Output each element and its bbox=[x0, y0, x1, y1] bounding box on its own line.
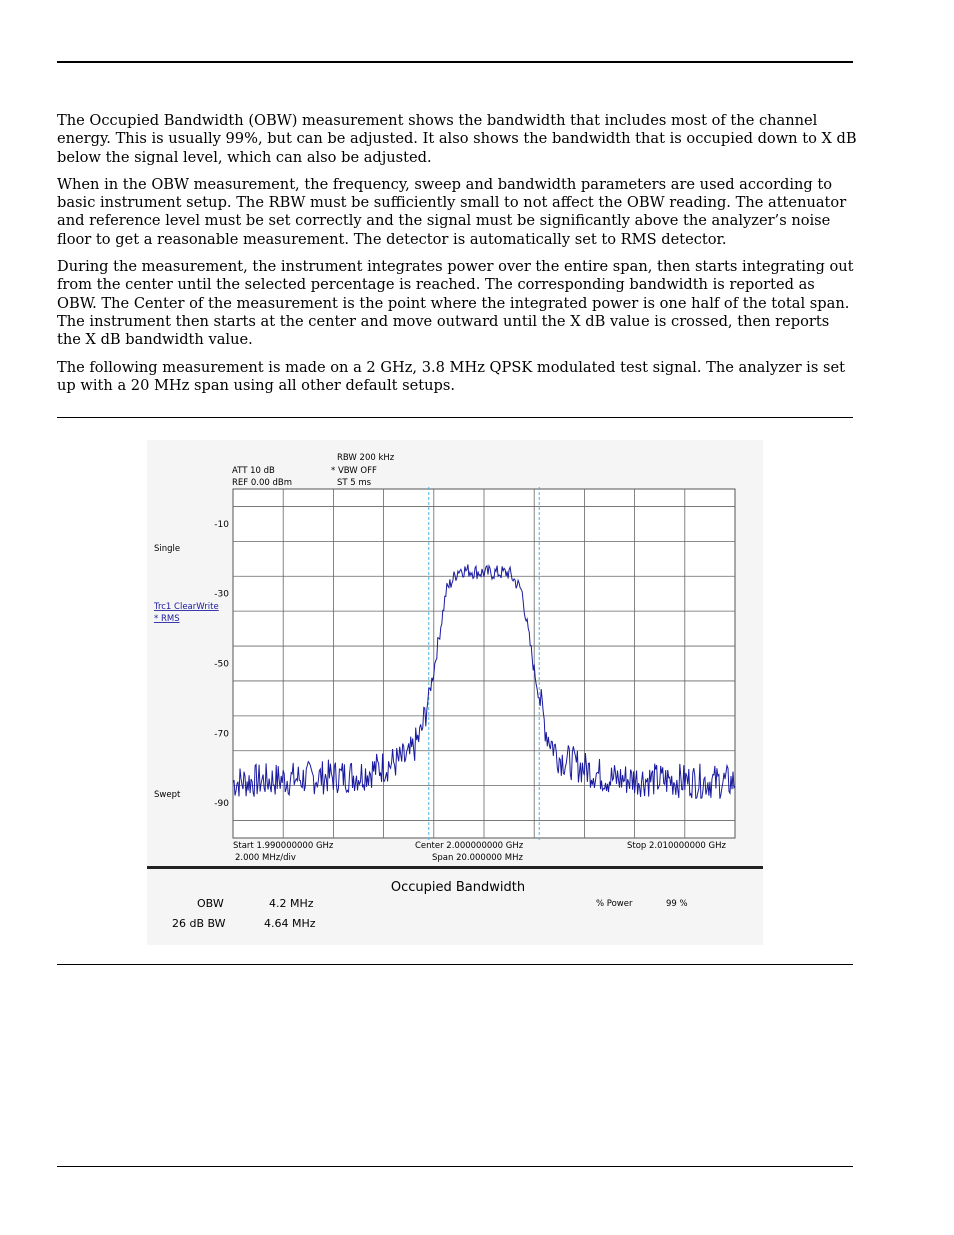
footer-rule bbox=[57, 1166, 853, 1167]
paragraph-example: The following measurement is made on a 2 GHz, 3.8 MHz QPSK modulated test signal. The analyzer is set up with a 20 MHz span using all other default setups. bbox=[57, 358, 845, 394]
y-tick-label: -50 bbox=[214, 659, 229, 670]
center-frequency: Center 2.000000000 GHz bbox=[415, 841, 524, 851]
paragraph-setup: When in the OBW measurement, the frequency, sweep and bandwidth parameters are used according to basic instrument setup. The RBW must be sufficiently small to not affect the OBW reading. The attenuator and reference level must be set correctly and the signal must be significantly above the analyzer’s noise floor to get a reasonable measurement. The detector is automatically set to RMS detector. bbox=[57, 175, 847, 248]
figure-bottom-rule bbox=[57, 964, 853, 965]
power-label: % Power bbox=[596, 899, 633, 909]
figure-top-rule bbox=[57, 417, 853, 418]
mode-swept-label: Swept bbox=[154, 790, 181, 800]
bw26-value: 4.64 MHz bbox=[264, 917, 316, 930]
paragraph-integration: During the measurement, the instrument integrates power over the entire span, then starts integrating out from the center until the selected percentage is reached. The corresponding bandwidth is reported as OBW. The Center of the measurement is the point where the integrated power is one half of the total span. The instrument then starts at the center and move outward until the X dB value is crossed, then reports the X dB bandwidth value. bbox=[57, 258, 854, 349]
span-label: Span 20.000000 MHz bbox=[432, 853, 523, 863]
y-tick-labels bbox=[214, 520, 229, 809]
y-tick-label: -10 bbox=[214, 519, 229, 530]
div-label: 2.000 MHz/div bbox=[235, 853, 296, 863]
mode-single-label: Single bbox=[154, 544, 181, 554]
panel-title: Occupied Bandwidth bbox=[390, 880, 526, 895]
analyzer-screenshot bbox=[147, 440, 763, 945]
power-value: 99 % bbox=[666, 899, 688, 909]
ref-label: REF 0.00 dBm bbox=[232, 478, 293, 488]
stop-frequency: Stop 2.010000000 GHz bbox=[627, 841, 726, 851]
bw26-label: 26 dB BW bbox=[172, 917, 226, 930]
paragraph-obw-intro: The Occupied Bandwidth (OBW) measurement shows the bandwidth that includes most of the channel energy. This is usually 99%, but can be adjusted. It also shows the bandwidth that is occupied down to X dB below the signal level, which can also be adjusted. bbox=[57, 112, 857, 166]
detector-link[interactable]: * RMS bbox=[154, 614, 180, 624]
start-frequency: Start 1.990000000 GHz bbox=[233, 841, 334, 851]
spectrum-display bbox=[147, 440, 763, 945]
y-tick-label: -70 bbox=[214, 729, 229, 740]
att-label: ATT 10 dB bbox=[232, 466, 275, 476]
obw-label: OBW bbox=[197, 897, 224, 910]
y-tick-label: -90 bbox=[214, 799, 229, 810]
y-tick-label: -30 bbox=[214, 589, 229, 600]
vbw-label: * VBW OFF bbox=[331, 466, 377, 476]
body-text bbox=[57, 112, 857, 404]
rbw-label: RBW 200 kHz bbox=[337, 453, 395, 463]
sweep-time-label: ST 5 ms bbox=[337, 478, 372, 488]
trace-mode-link[interactable]: Trc1 ClearWrite bbox=[154, 602, 219, 612]
obw-value: 4.2 MHz bbox=[269, 897, 314, 910]
panel-divider bbox=[147, 866, 763, 869]
header-rule bbox=[57, 61, 853, 63]
